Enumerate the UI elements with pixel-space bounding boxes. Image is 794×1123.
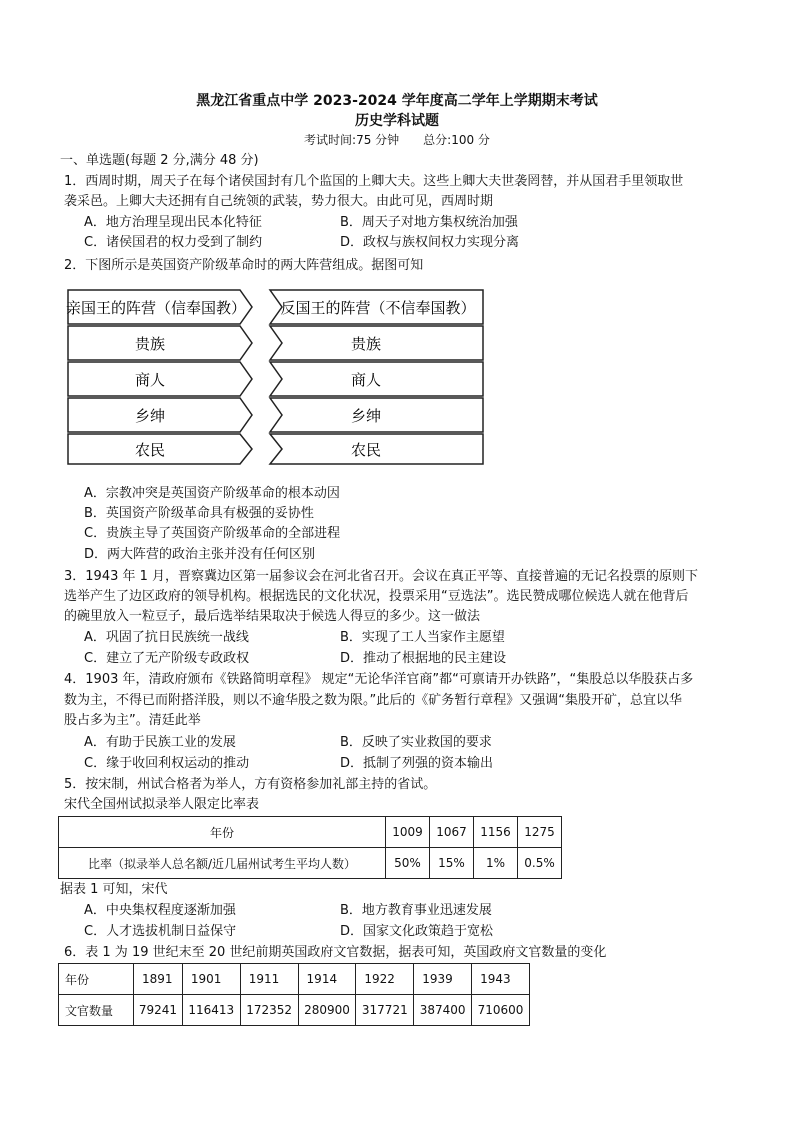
table-header-cell: 年份 [59,817,386,848]
table-cell: 1901 [182,964,240,995]
table-cell: 1% [474,848,518,879]
table-cell: 280900 [298,995,356,1026]
table-cell: 116413 [182,995,240,1026]
right-row-label: 乡绅 [350,407,382,425]
exam-meta: 考试时间:75 分钟 总分:100 分 [304,133,490,147]
q5-stem: 5．按宋制，州试合格者为举人，方有资格参加礼部主持的省试。 [64,777,437,792]
q4-option-a: A．有助于民族工业的发展 [84,735,236,750]
left-row-label: 乡绅 [134,407,166,425]
q4-stem-line2: 数为主，不得已而附搭洋股，则以不逾华股之数为限。”此后的《矿务暂行章程》又强调“集股开矿，总宜以华 [64,693,682,708]
q6-table [58,963,530,1026]
q3-option-b: B．实现了工人当家作主愿望 [340,630,505,645]
q3-option-c: C．建立了无产阶级专政政权 [84,651,250,666]
table-cell: 1943 [472,964,530,995]
q3-option-a: A．巩固了抗日民族统一战线 [84,630,249,645]
table-cell: 387400 [414,995,472,1026]
q1-option-a: A．地方治理呈现出民本化特征 [84,215,262,230]
table-cell: 1275 [518,817,562,848]
table-row [59,995,530,1026]
q2-option-b: B．英国资产阶级革命具有极强的妥协性 [84,506,314,521]
q3-option-d: D．推动了根据地的民主建设 [340,651,507,666]
q1-option-b: B．周天子对地方集权统治加强 [340,215,518,230]
q5-after-table: 据表 1 可知，宋代 [60,882,168,897]
table-cell: 1922 [356,964,414,995]
table-cell: 1914 [298,964,356,995]
table-cell: 1891 [134,964,183,995]
table-row [59,964,530,995]
q1-stem-line2: 袭采邑。上卿大夫还拥有自己统领的武装，势力很大。由此可见，西周时期 [64,194,494,209]
table-header-cell: 比率（拟录举人总名额/近几届州试考生平均人数） [59,848,386,879]
q5-option-d: D．国家文化政策趋于宽松 [340,924,494,939]
section-heading: 一、单选题(每题 2 分,满分 48 分) [60,153,259,168]
right-header-label: 反国王的阵营（不信奉国教） [280,299,476,317]
table-cell: 1067 [430,817,474,848]
table-cell: 710600 [472,995,530,1026]
table-row [59,817,562,848]
table-cell: 15% [430,848,474,879]
table-cell: 0.5% [518,848,562,879]
left-row-label: 商人 [134,371,166,389]
q5-option-c: C．人才选拔机制日益保守 [84,924,237,939]
q5-table [58,816,562,879]
left-header-label: 亲国王的阵营（信奉国教） [66,299,247,317]
table-cell: 1156 [474,817,518,848]
table-cell: 50% [386,848,430,879]
table-cell: 1939 [414,964,472,995]
q1-stem-line1: 1．西周时期，周天子在每个诸侯国封有几个监国的上卿大夫。这些上卿大夫世袭罔替，并从国君手里领取世 [64,174,684,189]
q3-stem-line1: 3．1943 年 1 月，晋察冀边区第一届参议会在河北省召开。会议在真正平等、直接普遍的无记名投票的原则下 [64,569,699,584]
q2-stem: 2．下图所示是英国资产阶级革命时的两大阵营组成。据图可知 [64,258,424,273]
left-row-label: 贵族 [134,335,166,353]
right-row-label: 贵族 [350,335,382,353]
table-header-cell: 年份 [59,964,134,995]
table-cell: 79241 [134,995,183,1026]
q4-option-c: C．缘于收回利权运动的推动 [84,756,250,771]
q5-option-a: A．中央集权程度逐渐加强 [84,903,236,918]
q4-stem-line3: 股占多为主”。清廷此举 [64,713,201,728]
table-header-cell: 文官数量 [59,995,134,1026]
q4-option-d: D．抵制了列强的资本输出 [340,756,494,771]
q2-option-c: C．贵族主导了英国资产阶级革命的全部进程 [84,526,341,541]
q5-option-b: B．地方教育事业迅速发展 [340,903,492,918]
q3-stem-line3: 的碗里放入一粒豆子，最后选举结果取决于候选人得豆的多少。这一做法 [64,609,481,624]
q4-stem-line1: 4．1903 年，清政府颁布《铁路简明章程》 规定“无论华洋官商”都“可禀请开办铁路”，“集股总以华股获占多 [64,672,694,687]
table-cell: 1911 [240,964,298,995]
q1-option-c: C．诸侯国君的权力受到了制约 [84,235,263,250]
camp-diagram [66,288,486,466]
table-cell: 317721 [356,995,414,1026]
q2-option-d: D．两大阵营的政治主张并没有任何区别 [84,547,316,562]
q3-stem-line2: 选举产生了边区政府的领导机构。根据选民的文化状况，投票采用“豆选法”。选民赞成哪位候选人就在他背后 [64,589,689,604]
table-cell: 172352 [240,995,298,1026]
left-row-label: 农民 [134,441,166,459]
table-cell: 1009 [386,817,430,848]
right-row-label: 农民 [350,441,382,459]
q4-option-b: B．反映了实业救国的要求 [340,735,492,750]
right-row-label: 商人 [350,371,382,389]
q2-option-a: A．宗教冲突是英国资产阶级革命的根本动因 [84,486,340,501]
table-row [59,848,562,879]
exam-subtitle: 历史学科试题 [355,113,439,129]
q5-table-caption: 宋代全国州试拟录举人限定比率表 [64,797,260,812]
q1-option-d: D．政权与族权间权力实现分离 [340,235,520,250]
q6-stem: 6．表 1 为 19 世纪末至 20 世纪前期英国政府文官数据，据表可知，英国政府文官数量的变化 [64,945,607,960]
exam-title: 黑龙江省重点中学 2023-2024 学年度高二学年上学期期末考试 [196,93,598,109]
